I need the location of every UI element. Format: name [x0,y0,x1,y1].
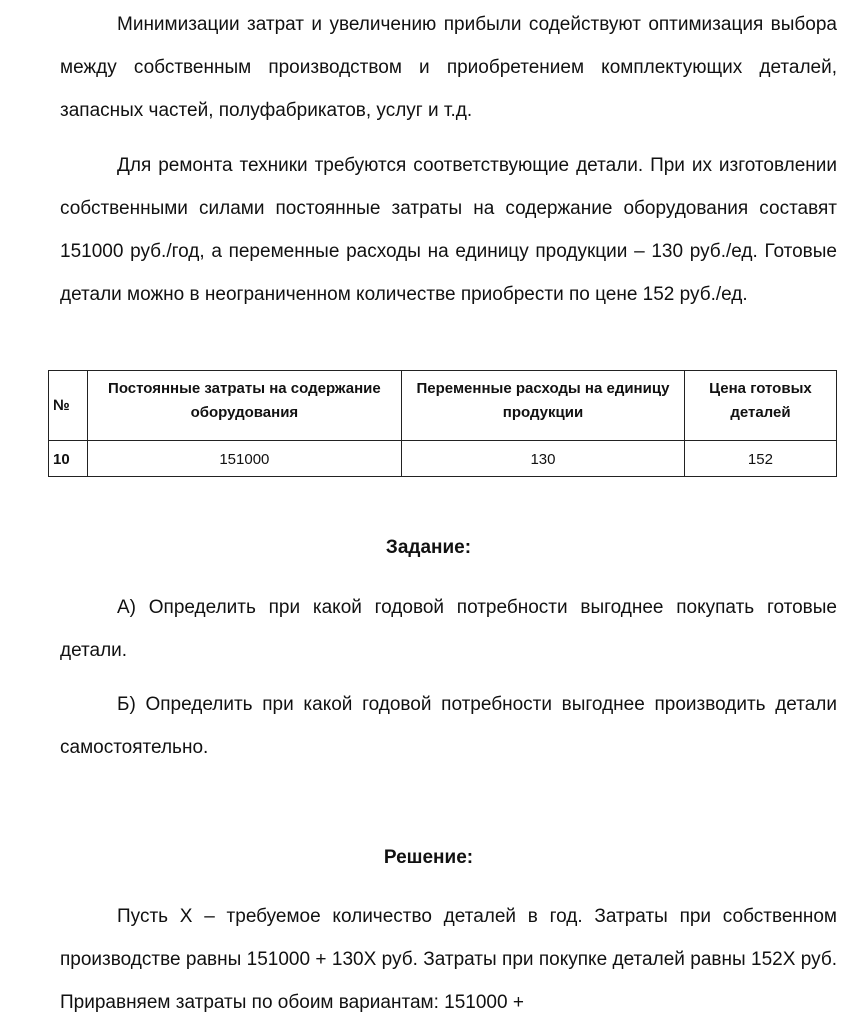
solution-block [60,895,837,1024]
solution-heading: Решение: [383,847,474,868]
cell-price: 152 [684,441,836,477]
cell-fixed-costs: 151000 [87,441,401,477]
task-b-text: Б) Определить при какой годовой потребности выгоднее производить детали самостоятельно. [60,694,837,758]
header-number: № [49,371,88,441]
header-fixed-costs: Постоянные затраты на содержание оборудования [87,371,401,441]
data-table-wrapper [48,370,837,477]
task-b-block [60,683,837,769]
table-header-row [49,371,837,441]
task-heading: Задание: [385,537,472,558]
data-table [48,370,837,477]
table-row [49,441,837,477]
cell-variable-costs: 130 [402,441,685,477]
intro-section [60,0,837,316]
header-variable-costs: Переменные расходы на единицу продукции [402,371,685,441]
intro-paragraph-1: Минимизации затрат и увеличению прибыли содействуют оптимизация выбора между собственным производством и приобретением комплектующих деталей, запасных частей, полуфабрикатов, услуг и т.д. [60,14,837,121]
header-price: Цена готовых деталей [684,371,836,441]
task-a-block [60,586,837,672]
solution-text: Пусть X – требуемое количество деталей в год. Затраты при собственном производстве равны 151000 + 130X руб. Затраты при покупке деталей равны 152X руб. Приравняем затраты по обоим вариантам: 151000 + [60,906,837,1013]
task-a-text: А) Определить при какой годовой потребности выгоднее покупать готовые детали. [60,597,837,661]
intro-paragraph-2: Для ремонта техники требуются соответствующие детали. При их изготовлении собственными силами постоянные затраты на содержание оборудования составят 151000 руб./год, а переменные расходы на единицу продукции – 130 руб./ед. Готовые детали можно в неограниченном количестве приобрести по цене 152 руб./ед. [60,155,837,305]
cell-number: 10 [49,441,88,477]
